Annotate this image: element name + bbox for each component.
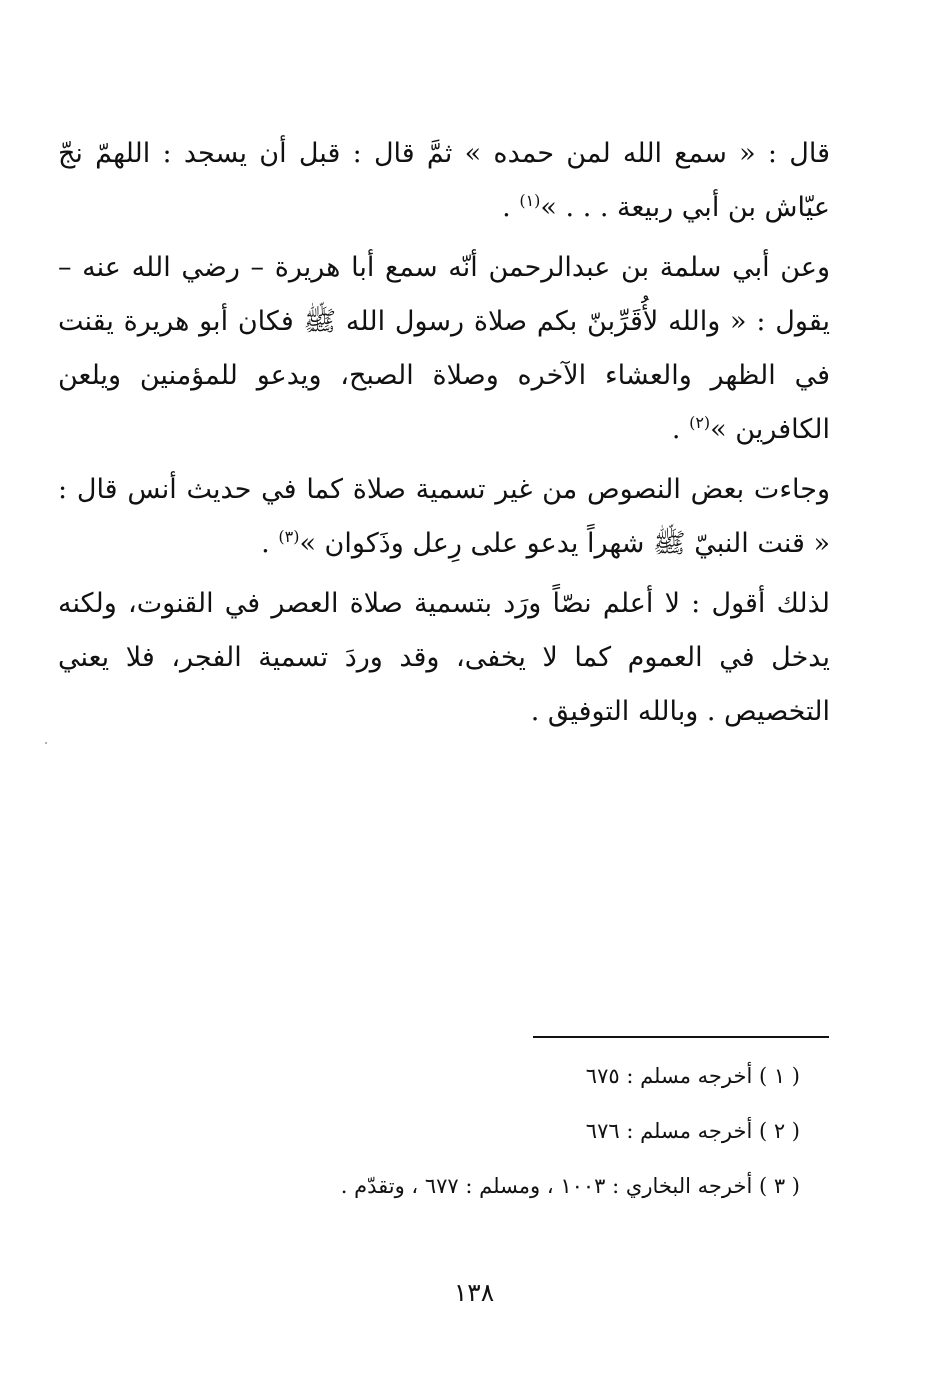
footnote-reference: (٢) [689,413,711,432]
paragraph-text: لذلك أقول : لا أعلم نصّاً ورَد بتسمية صلاة العصر في القنوت، ولكنه يدخل في العموم كما لا يخفى، وقد وردَ تسمية الفجر، فلا يعني التخصيص . وبالله التوفيق . [58,588,830,727]
paragraph-end: . [671,414,690,445]
footnote-1: ( ١ ) أخرجه مسلم : ٦٧٥ [585,1064,800,1088]
footnotes [200,1062,800,1227]
paragraph-4 [58,577,830,739]
paragraph-2 [58,241,830,457]
paragraph-text: وجاءت بعض النصوص من غير تسمية صلاة كما في حديث أنس قال : « قنت النبيّ ﷺ شهراً يدعو على رِعل وذَكوان » [58,474,830,559]
paragraph-end: . [502,192,520,223]
footnote-reference: (١) [519,191,541,210]
paragraph-text: قال : « سمع الله لمن حمده » ثمَّ قال : قبل أن يسجد : اللهمّ نجّ عيّاش بن أبي ربيعة . . . » [58,138,830,223]
paragraph-3 [58,463,830,571]
paragraph-end: . [261,528,279,559]
paragraph-1 [58,127,830,235]
footnote-reference: (٣) [278,527,300,546]
footnote-separator [533,1036,829,1038]
footnote-3: ( ٣ ) أخرجه البخاري : ١٠٠٣ ، ومسلم : ٦٧٧ ، وتقدّم . [340,1174,800,1198]
main-text [58,127,830,739]
footnote-2: ( ٢ ) أخرجه مسلم : ٦٧٦ [585,1119,800,1143]
paragraph-text: وعن أبي سلمة بن عبدالرحمن أنّه سمع أبا هريرة – رضي الله عنه – يقول : « والله لأُقَرِّبنّ بكم صلاة رسول الله ﷺ فكان أبو هريرة يقنت في الظهر والعشاء الآخره وصلاة الصبح، ويدعو للمؤمنين ويلعن الكافرين » [58,252,830,445]
scan-speck [45,742,47,744]
page-number: ١٣٨ [453,1278,495,1307]
